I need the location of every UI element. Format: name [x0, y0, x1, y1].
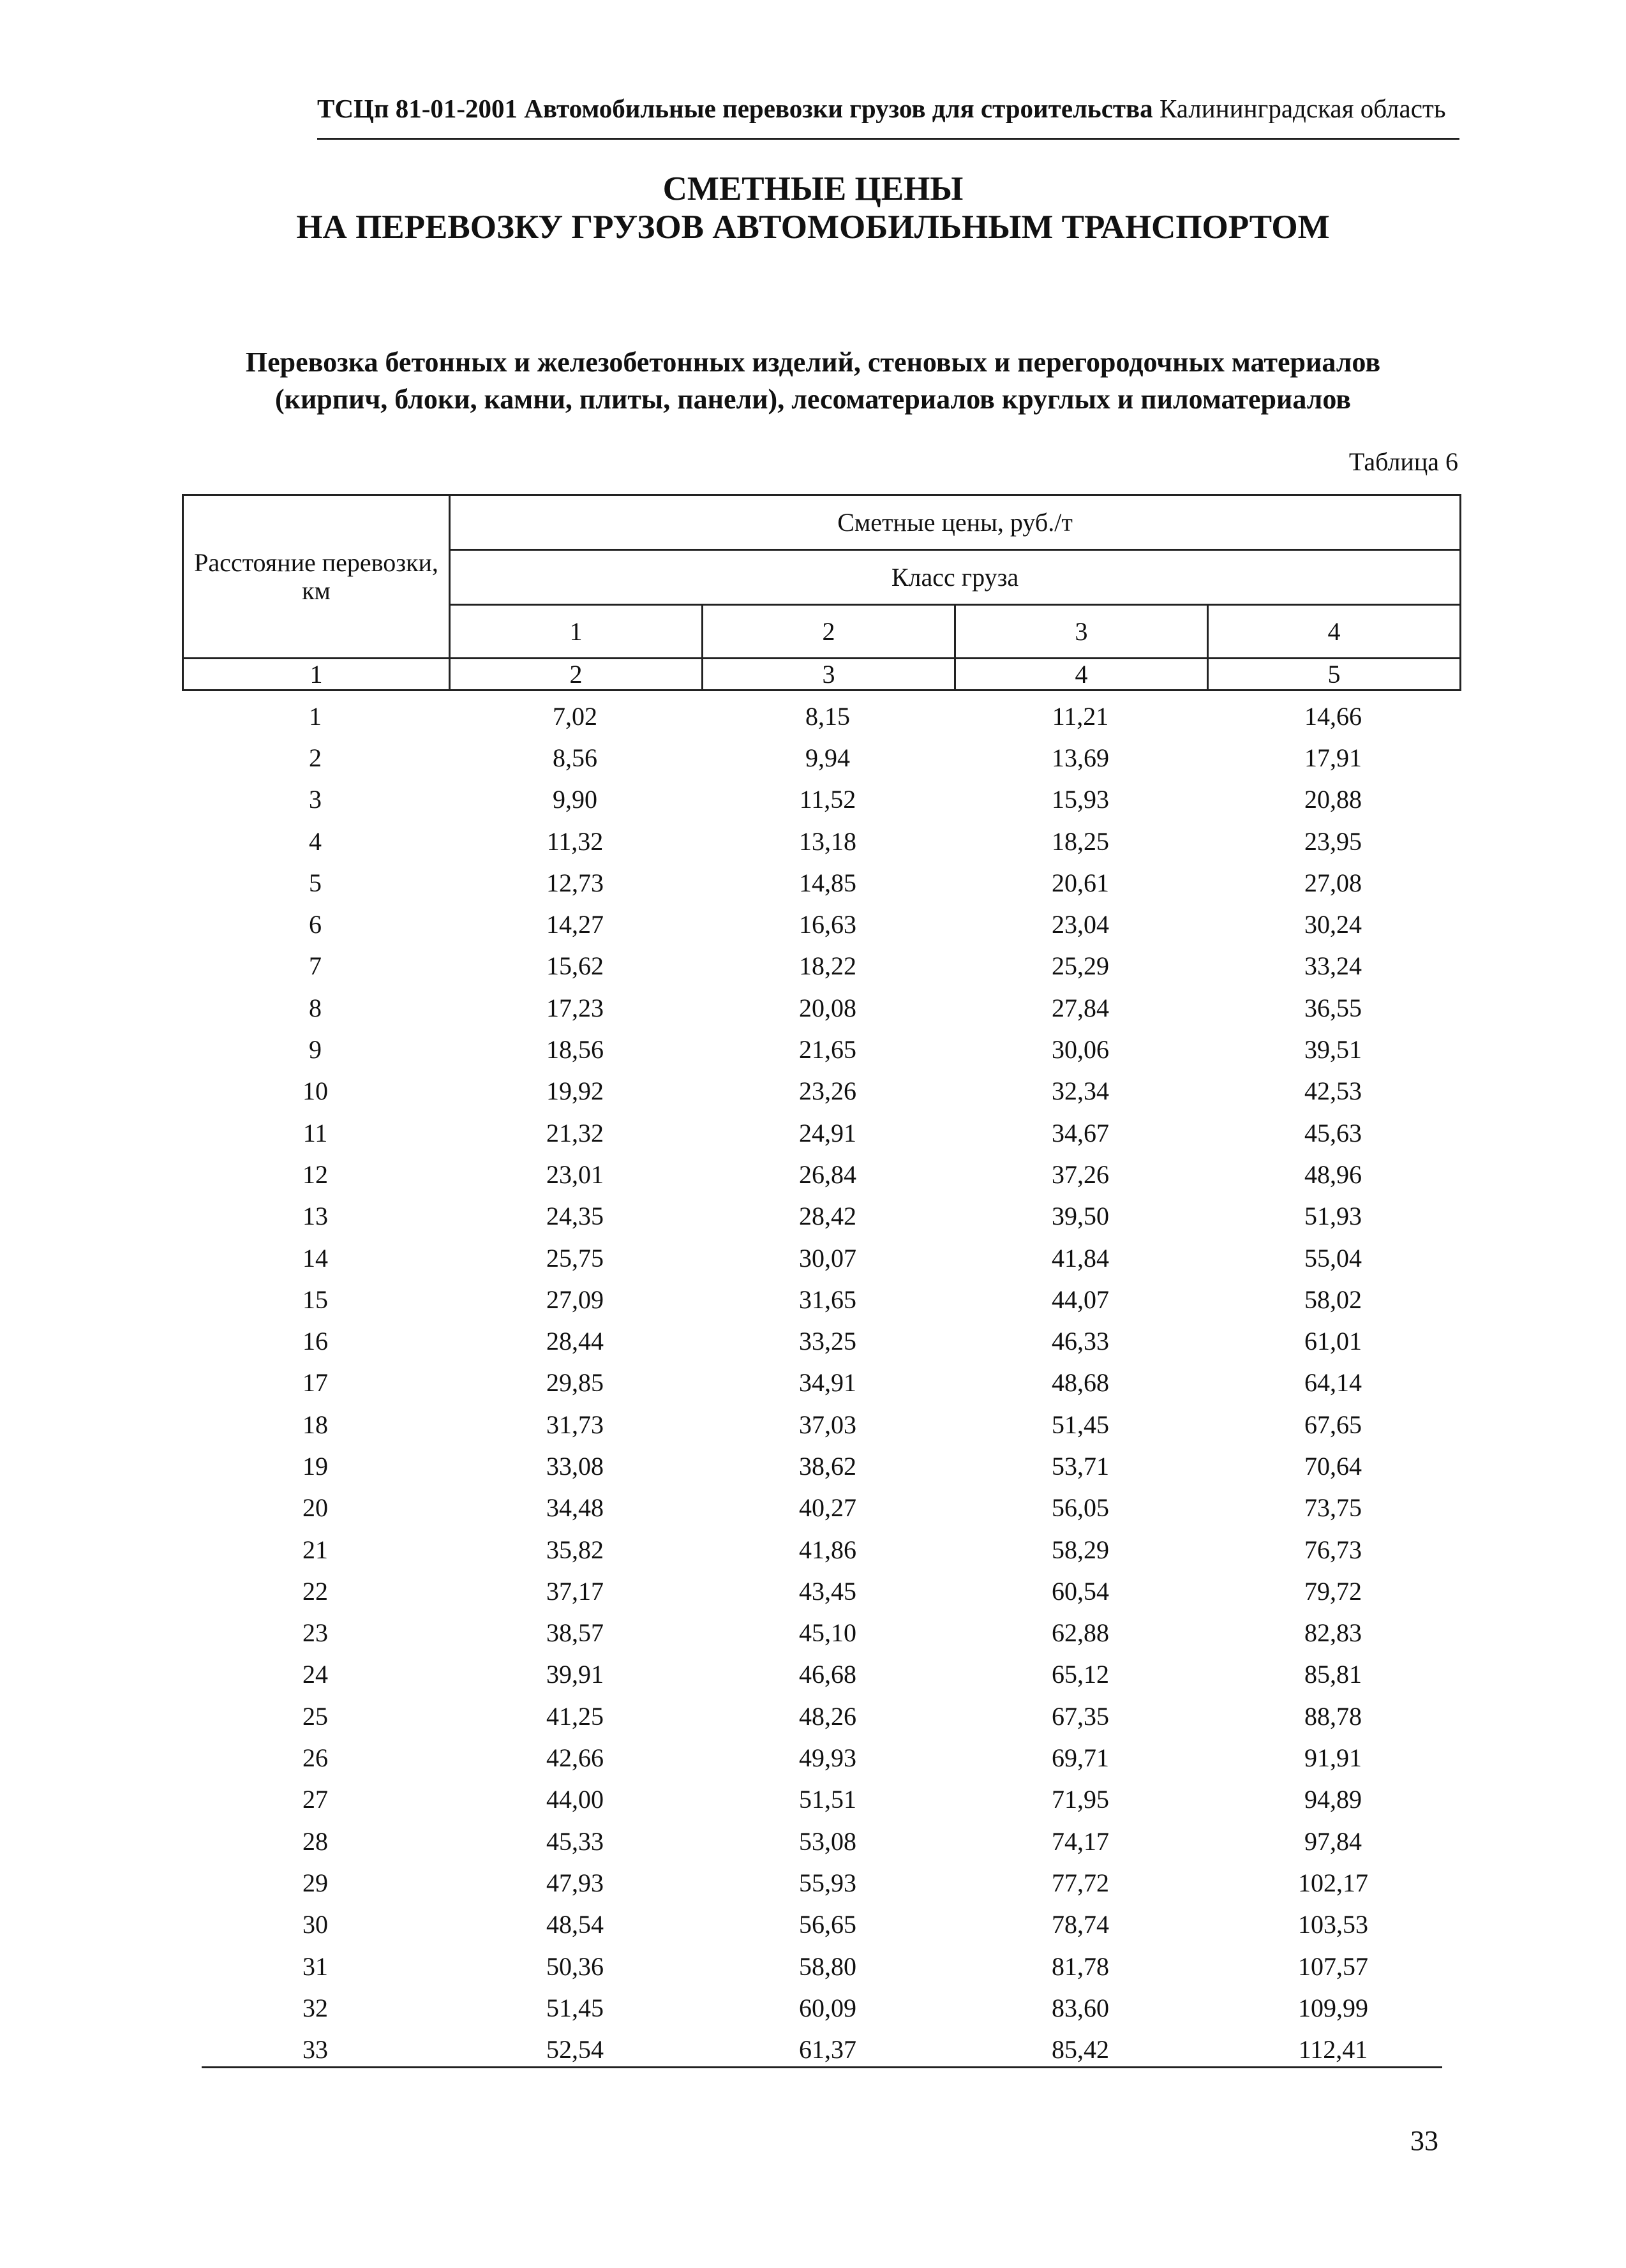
price-cell: 13,69 — [1052, 743, 1109, 772]
price-cell: 45,33 — [546, 1826, 604, 1856]
table-row — [182, 696, 1459, 737]
price-cell: 11,21 — [1052, 701, 1109, 731]
price-cell: 18,56 — [546, 1035, 604, 1064]
price-cell: 27,84 — [1052, 993, 1109, 1022]
price-cell: 46,68 — [799, 1660, 856, 1689]
table-label: Таблица 6 — [1348, 447, 1458, 476]
price-cell: 49,93 — [799, 1743, 856, 1773]
price-cell: 102,17 — [1298, 1868, 1368, 1897]
column-number: 3 — [703, 659, 955, 690]
price-cell: 34,91 — [799, 1368, 856, 1398]
price-cell: 15,62 — [546, 951, 604, 981]
price-cell: 24,35 — [546, 1202, 604, 1231]
price-cell: 85,81 — [1304, 1660, 1362, 1689]
price-cell: 12,73 — [546, 868, 604, 897]
table-header — [182, 494, 1461, 691]
distance-cell: 13 — [302, 1202, 328, 1231]
table-row — [182, 1362, 1459, 1404]
distance-cell: 3 — [309, 785, 322, 814]
table-row — [182, 1987, 1459, 2029]
distance-cell: 32 — [302, 1993, 328, 2022]
page-title-line1: СМЕТНЫЕ ЦЕНЫ — [662, 170, 964, 207]
price-cell: 109,99 — [1298, 1993, 1368, 2022]
price-cell: 8,15 — [805, 701, 850, 731]
price-cell: 30,24 — [1304, 910, 1362, 939]
price-cell: 56,05 — [1052, 1493, 1109, 1523]
price-cell: 39,91 — [546, 1660, 604, 1689]
price-cell: 107,57 — [1298, 1951, 1368, 1981]
price-cell: 34,48 — [546, 1493, 604, 1523]
price-cell: 35,82 — [546, 1535, 604, 1564]
class-label: 2 — [703, 605, 955, 659]
price-cell: 21,65 — [799, 1035, 856, 1064]
doc-title: Автомобильные перевозки грузов для строительства — [524, 94, 1153, 123]
table-row — [182, 1946, 1459, 1987]
price-cell: 34,67 — [1052, 1118, 1109, 1147]
price-cell: 31,65 — [799, 1285, 856, 1314]
price-cell: 53,08 — [799, 1826, 856, 1856]
price-cell: 58,80 — [799, 1951, 856, 1981]
price-cell: 28,44 — [546, 1327, 604, 1356]
distance-cell: 19 — [302, 1451, 328, 1481]
class-label: 1 — [450, 605, 703, 659]
price-cell: 65,12 — [1052, 1660, 1109, 1689]
price-cell: 19,92 — [546, 1077, 604, 1106]
table-row — [182, 1696, 1459, 1737]
price-cell: 62,88 — [1052, 1618, 1109, 1648]
table-row — [182, 1154, 1459, 1195]
price-cell: 18,25 — [1052, 826, 1109, 856]
table-row — [182, 1737, 1459, 1779]
price-cell: 42,53 — [1304, 1077, 1362, 1106]
price-cell: 40,27 — [799, 1493, 856, 1523]
price-cell: 45,63 — [1304, 1118, 1362, 1147]
page-title-line2: НА ПЕРЕВОЗКУ ГРУЗОВ АВТОМОБИЛЬНЫМ ТРАНСПОРТОМ — [296, 209, 1330, 246]
table-row — [182, 2029, 1459, 2071]
price-cell: 85,42 — [1052, 2035, 1109, 2064]
table-row — [182, 1904, 1459, 1946]
price-cell: 39,50 — [1052, 1202, 1109, 1231]
price-cell: 43,45 — [799, 1576, 856, 1606]
price-cell: 27,08 — [1304, 868, 1362, 897]
distance-cell: 11 — [302, 1118, 328, 1147]
price-cell: 24,91 — [799, 1118, 856, 1147]
column-number: 2 — [450, 659, 703, 690]
price-cell: 88,78 — [1304, 1701, 1362, 1731]
price-cell: 25,75 — [546, 1243, 604, 1272]
doc-code: ТСЦп 81-01-2001 — [317, 94, 518, 123]
price-cell: 38,57 — [546, 1618, 604, 1648]
distance-cell: 15 — [302, 1285, 328, 1314]
price-cell: 48,26 — [799, 1701, 856, 1731]
table-row — [182, 987, 1459, 1029]
price-cell: 36,55 — [1304, 993, 1362, 1022]
price-cell: 48,68 — [1052, 1368, 1109, 1398]
price-cell: 23,95 — [1304, 826, 1362, 856]
price-cell: 11,32 — [546, 826, 604, 856]
distance-cell: 12 — [302, 1160, 328, 1189]
distance-cell: 21 — [302, 1535, 328, 1564]
price-cell: 41,84 — [1052, 1243, 1109, 1272]
price-cell: 14,66 — [1304, 701, 1362, 731]
price-cell: 58,02 — [1304, 1285, 1362, 1314]
price-cell: 27,09 — [546, 1285, 604, 1314]
distance-cell: 31 — [302, 1951, 328, 1981]
table-row — [182, 737, 1459, 779]
price-table-body — [182, 696, 1459, 2071]
price-cell: 61,01 — [1304, 1327, 1362, 1356]
price-cell: 53,71 — [1052, 1451, 1109, 1481]
distance-header: Расстояние перевозки, км — [183, 495, 450, 659]
price-cell: 94,89 — [1304, 1785, 1362, 1814]
table-row — [182, 1445, 1459, 1487]
price-cell: 91,91 — [1304, 1743, 1362, 1773]
price-cell: 9,94 — [805, 743, 850, 772]
price-cell: 11,52 — [799, 785, 856, 814]
table-row — [182, 821, 1459, 862]
table-row — [182, 1196, 1459, 1237]
price-cell: 47,93 — [546, 1868, 604, 1897]
price-cell: 60,09 — [799, 1993, 856, 2022]
price-cell: 67,35 — [1052, 1701, 1109, 1731]
price-cell: 61,37 — [799, 2035, 856, 2064]
table-row — [182, 1779, 1459, 1821]
price-cell: 23,04 — [1052, 910, 1109, 939]
header-divider — [317, 138, 1459, 140]
distance-cell: 6 — [309, 910, 322, 939]
page-number: 33 — [1410, 2125, 1438, 2156]
class-label: 3 — [955, 605, 1208, 659]
price-cell: 15,93 — [1052, 785, 1109, 814]
price-cell: 64,14 — [1304, 1368, 1362, 1398]
price-cell: 33,08 — [546, 1451, 604, 1481]
table-row — [182, 1320, 1459, 1362]
distance-cell: 16 — [302, 1327, 328, 1356]
price-cell: 79,72 — [1304, 1576, 1362, 1606]
price-cell: 33,25 — [799, 1327, 856, 1356]
price-cell: 55,04 — [1304, 1243, 1362, 1272]
price-cell: 48,54 — [546, 1910, 604, 1939]
price-cell: 76,73 — [1304, 1535, 1362, 1564]
distance-cell: 33 — [302, 2035, 328, 2064]
price-cell: 83,60 — [1052, 1993, 1109, 2022]
price-cell: 16,63 — [799, 910, 856, 939]
table-row — [182, 1237, 1459, 1279]
price-cell: 73,75 — [1304, 1493, 1362, 1523]
price-cell: 58,29 — [1052, 1535, 1109, 1564]
price-cell: 42,66 — [546, 1743, 604, 1773]
distance-cell: 22 — [302, 1576, 328, 1606]
table-row — [182, 1488, 1459, 1529]
price-cell: 23,26 — [799, 1077, 856, 1106]
table-row — [182, 1112, 1459, 1154]
price-cell: 39,51 — [1304, 1035, 1362, 1064]
price-cell: 51,45 — [1052, 1410, 1109, 1439]
price-cell: 67,65 — [1304, 1410, 1362, 1439]
table-row — [182, 1654, 1459, 1696]
price-cell: 70,64 — [1304, 1451, 1362, 1481]
price-cell: 26,84 — [799, 1160, 856, 1189]
distance-cell: 9 — [309, 1035, 322, 1064]
price-cell: 20,08 — [799, 993, 856, 1022]
distance-cell: 24 — [302, 1660, 328, 1689]
table-row — [182, 1529, 1459, 1570]
table-row — [182, 904, 1459, 945]
table-row — [182, 1279, 1459, 1320]
table-row — [182, 1029, 1459, 1070]
class-label: 4 — [1208, 605, 1461, 659]
running-header — [317, 89, 1459, 128]
price-cell: 8,56 — [553, 743, 597, 772]
price-cell: 44,00 — [546, 1785, 604, 1814]
price-cell: 38,62 — [799, 1451, 856, 1481]
price-cell: 51,45 — [546, 1993, 604, 2022]
price-cell: 74,17 — [1052, 1826, 1109, 1856]
price-cell: 31,73 — [546, 1410, 604, 1439]
distance-cell: 1 — [309, 701, 322, 731]
table-row — [182, 1570, 1459, 1612]
price-cell: 30,07 — [799, 1243, 856, 1272]
price-cell: 46,33 — [1052, 1327, 1109, 1356]
price-cell: 28,42 — [799, 1202, 856, 1231]
price-cell: 82,83 — [1304, 1618, 1362, 1648]
price-cell: 69,71 — [1052, 1743, 1109, 1773]
section-title-line2: (кирпич, блоки, камни, плиты, панели), лесоматериалов круглых и пиломатериалов — [274, 384, 1352, 415]
price-cell: 7,02 — [553, 701, 597, 731]
price-cell: 37,26 — [1052, 1160, 1109, 1189]
price-cell: 78,74 — [1052, 1910, 1109, 1939]
region: Калининградская область — [1159, 94, 1446, 123]
price-cell: 71,95 — [1052, 1785, 1109, 1814]
price-cell: 25,29 — [1052, 951, 1109, 981]
distance-cell: 29 — [302, 1868, 328, 1897]
distance-cell: 26 — [302, 1743, 328, 1773]
price-cell: 44,07 — [1052, 1285, 1109, 1314]
distance-cell: 10 — [302, 1077, 328, 1106]
distance-cell: 18 — [302, 1410, 328, 1439]
distance-cell: 8 — [309, 993, 322, 1022]
distance-cell: 30 — [302, 1910, 328, 1939]
distance-cell: 5 — [309, 868, 322, 897]
price-cell: 20,61 — [1052, 868, 1109, 897]
price-cell: 45,10 — [799, 1618, 856, 1648]
price-cell: 23,01 — [546, 1160, 604, 1189]
price-cell: 37,17 — [546, 1576, 604, 1606]
prices-header: Сметные цены, руб./т — [450, 495, 1461, 550]
distance-cell: 25 — [302, 1701, 328, 1731]
price-cell: 77,72 — [1052, 1868, 1109, 1897]
price-cell: 41,25 — [546, 1701, 604, 1731]
price-cell: 51,93 — [1304, 1202, 1362, 1231]
price-cell: 29,85 — [546, 1368, 604, 1398]
class-header: Класс груза — [450, 550, 1461, 605]
price-cell: 9,90 — [553, 785, 597, 814]
column-number: 1 — [183, 659, 450, 690]
price-cell: 55,93 — [799, 1868, 856, 1897]
distance-cell: 23 — [302, 1618, 328, 1648]
column-number: 5 — [1208, 659, 1461, 690]
price-cell: 50,36 — [546, 1951, 604, 1981]
distance-cell: 14 — [302, 1243, 328, 1272]
price-cell: 112,41 — [1298, 2035, 1368, 2064]
table-row — [182, 1821, 1459, 1862]
table-row — [182, 1613, 1459, 1654]
table-row — [182, 1404, 1459, 1445]
price-cell: 17,23 — [546, 993, 604, 1022]
price-cell: 81,78 — [1052, 1951, 1109, 1981]
distance-cell: 20 — [302, 1493, 328, 1523]
price-cell: 14,85 — [799, 868, 856, 897]
price-cell: 52,54 — [546, 2035, 604, 2064]
price-cell: 21,32 — [546, 1118, 604, 1147]
price-cell: 48,96 — [1304, 1160, 1362, 1189]
distance-cell: 2 — [309, 743, 322, 772]
distance-cell: 27 — [302, 1785, 328, 1814]
price-cell: 60,54 — [1052, 1576, 1109, 1606]
distance-cell: 28 — [302, 1826, 328, 1856]
price-cell: 33,24 — [1304, 951, 1362, 981]
price-cell: 37,03 — [799, 1410, 856, 1439]
table-row — [182, 1862, 1459, 1904]
table-bottom-rule — [202, 2066, 1442, 2068]
column-number: 4 — [955, 659, 1208, 690]
price-cell: 20,88 — [1304, 785, 1362, 814]
price-cell: 14,27 — [546, 910, 604, 939]
price-cell: 17,91 — [1304, 743, 1362, 772]
price-cell: 32,34 — [1052, 1077, 1109, 1106]
table-row — [182, 946, 1459, 987]
section-title-line1: Перевозка бетонных и железобетонных изделий, стеновых и перегородочных материалов — [245, 347, 1381, 378]
distance-cell: 17 — [302, 1368, 328, 1398]
table-row — [182, 1071, 1459, 1112]
price-cell: 13,18 — [799, 826, 856, 856]
price-cell: 30,06 — [1052, 1035, 1109, 1064]
table-row — [182, 779, 1459, 821]
price-cell: 51,51 — [799, 1785, 856, 1814]
distance-cell: 7 — [309, 951, 322, 981]
price-cell: 18,22 — [799, 951, 856, 981]
price-cell: 97,84 — [1304, 1826, 1362, 1856]
table-row — [182, 862, 1459, 904]
price-cell: 41,86 — [799, 1535, 856, 1564]
price-cell: 103,53 — [1298, 1910, 1368, 1939]
distance-cell: 4 — [309, 826, 322, 856]
price-cell: 56,65 — [799, 1910, 856, 1939]
